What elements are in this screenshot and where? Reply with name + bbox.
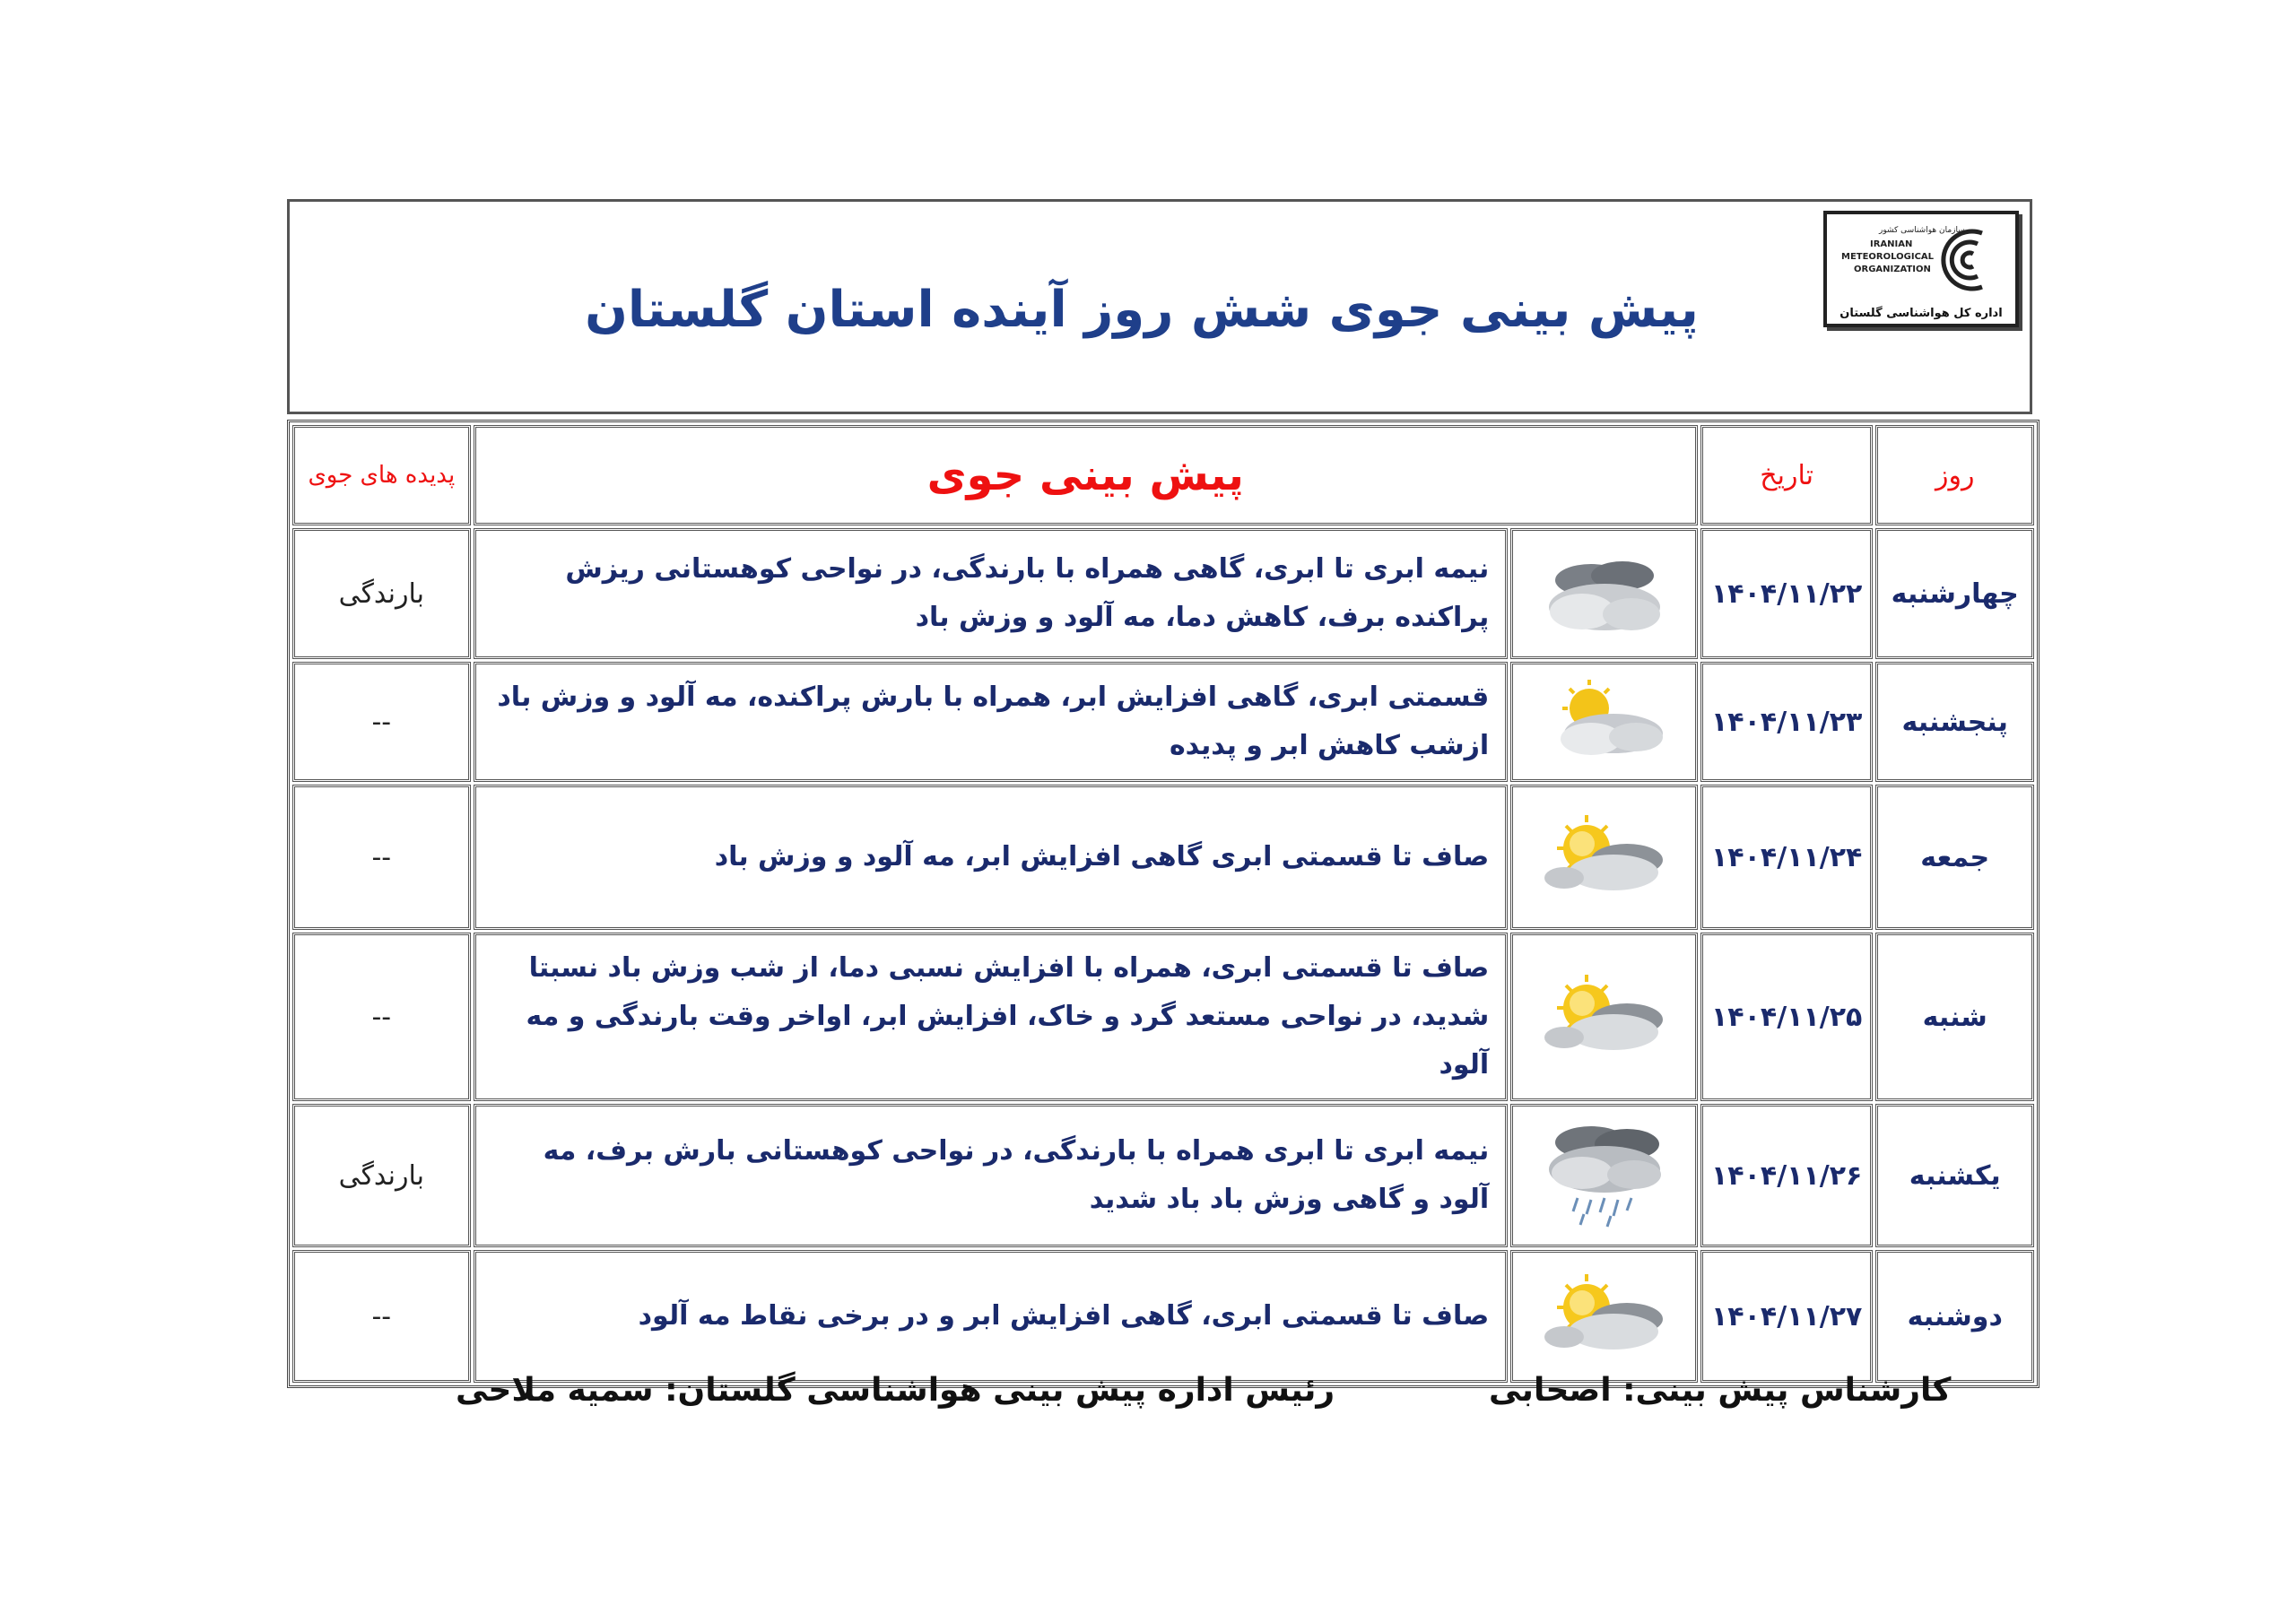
phenomena-cell: -- xyxy=(292,785,471,930)
svg-text:سازمان هواشناسی کشور: سازمان هواشناسی کشور xyxy=(1879,226,1965,235)
rain-cloud-icon xyxy=(1513,1117,1695,1234)
table-row xyxy=(292,662,2034,782)
cloudy-icon xyxy=(1513,544,1695,643)
logo-emblem xyxy=(1834,220,2008,300)
table-row xyxy=(292,1250,2034,1383)
forecast-text-cell: صاف تا قسمتی ابری، همراه با افزایش نسبی دما، از شب وزش باد نسبتا شدید، در نواحی مستعد گرد و خاک، افزایش ابر، اواخر وقت بارندگی و مه آلود xyxy=(474,933,1509,1101)
meteorology-logo xyxy=(1823,211,2019,327)
header-phenomena: پدیده های جوی xyxy=(292,425,471,525)
table-row xyxy=(292,785,2034,930)
day-cell: پنجشنبه xyxy=(1875,662,2034,782)
phenomena-cell: بارندگی xyxy=(292,1104,471,1247)
weather-icon-cell xyxy=(1510,1104,1698,1247)
weather-icon-cell xyxy=(1510,1250,1698,1383)
date-cell: ۱۴۰۴/۱۱/۲۴ xyxy=(1700,785,1874,930)
weather-icon-cell xyxy=(1510,933,1698,1101)
svg-text:METEOROLOGICAL: METEOROLOGICAL xyxy=(1841,252,1935,262)
date-cell: ۱۴۰۴/۱۱/۲۷ xyxy=(1700,1250,1874,1383)
header-forecast: پیش بینی جوی xyxy=(474,425,1698,525)
forecast-text-cell: نیمه ابری تا ابری، گاهی همراه با بارندگی، در نواحی کوهستانی ریزش پراکنده برف، کاهش دما، مه آلود و وزش باد xyxy=(474,528,1509,659)
header-box xyxy=(287,199,2032,414)
page-title: پیش بینی جوی شش روز آینده استان گلستان xyxy=(585,280,1699,339)
header-day: روز xyxy=(1875,425,2034,525)
forecast-text-cell: نیمه ابری تا ابری همراه با بارندگی، در نواحی کوهستانی بارش برف، مه آلود و گاهی وزش باد باد شدید xyxy=(474,1104,1509,1247)
date-cell: ۱۴۰۴/۱۱/۲۲ xyxy=(1700,528,1874,659)
sun-cloud-icon xyxy=(1513,1267,1695,1366)
phenomena-cell: -- xyxy=(292,933,471,1101)
day-cell: شنبه xyxy=(1875,933,2034,1101)
forecast-document xyxy=(287,199,2036,1365)
table-row xyxy=(292,933,2034,1101)
day-cell: جمعه xyxy=(1875,785,2034,930)
weather-icon-cell xyxy=(1510,662,1698,782)
logo-caption: اداره کل هواشناسی گلستان xyxy=(1839,307,2003,320)
partly-cloudy-icon xyxy=(1513,673,1695,771)
footer-forecaster: کارشناس پیش بینی: اصحابی xyxy=(1489,1372,1952,1409)
sun-cloud-icon xyxy=(1513,808,1695,907)
svg-text:ORGANIZATION: ORGANIZATION xyxy=(1854,265,1931,274)
table-header-row xyxy=(292,425,2034,525)
day-cell: چهارشنبه xyxy=(1875,528,2034,659)
phenomena-cell: -- xyxy=(292,1250,471,1383)
forecast-text-cell: قسمتی ابری، گاهی افزایش ابر، همراه با بارش پراکنده، مه آلود و وزش باد ازشب کاهش ابر و پدیده xyxy=(474,662,1509,782)
day-cell: یکشنبه xyxy=(1875,1104,2034,1247)
weather-icon-cell xyxy=(1510,785,1698,930)
date-cell: ۱۴۰۴/۱۱/۲۳ xyxy=(1700,662,1874,782)
forecast-table xyxy=(287,420,2039,1388)
table-row xyxy=(292,1104,2034,1247)
forecast-text-cell: صاف تا قسمتی ابری، گاهی افزایش ابر و در برخی نقاط مه آلود xyxy=(474,1250,1509,1383)
phenomena-cell: بارندگی xyxy=(292,528,471,659)
phenomena-cell: -- xyxy=(292,662,471,782)
date-cell: ۱۴۰۴/۱۱/۲۶ xyxy=(1700,1104,1874,1247)
table-row xyxy=(292,528,2034,659)
svg-text:IRANIAN: IRANIAN xyxy=(1870,239,1913,249)
day-cell: دوشنبه xyxy=(1875,1250,2034,1383)
forecast-text-cell: صاف تا قسمتی ابری گاهی افزایش ابر، مه آلود و وزش باد xyxy=(474,785,1509,930)
footer-head: رئیس اداره پیش بینی هواشناسی گلستان: سمیه ملاحی xyxy=(456,1372,1335,1409)
sun-cloud-icon xyxy=(1513,968,1695,1066)
weather-icon-cell xyxy=(1510,528,1698,659)
header-date: تاریخ xyxy=(1700,425,1874,525)
date-cell: ۱۴۰۴/۱۱/۲۵ xyxy=(1700,933,1874,1101)
